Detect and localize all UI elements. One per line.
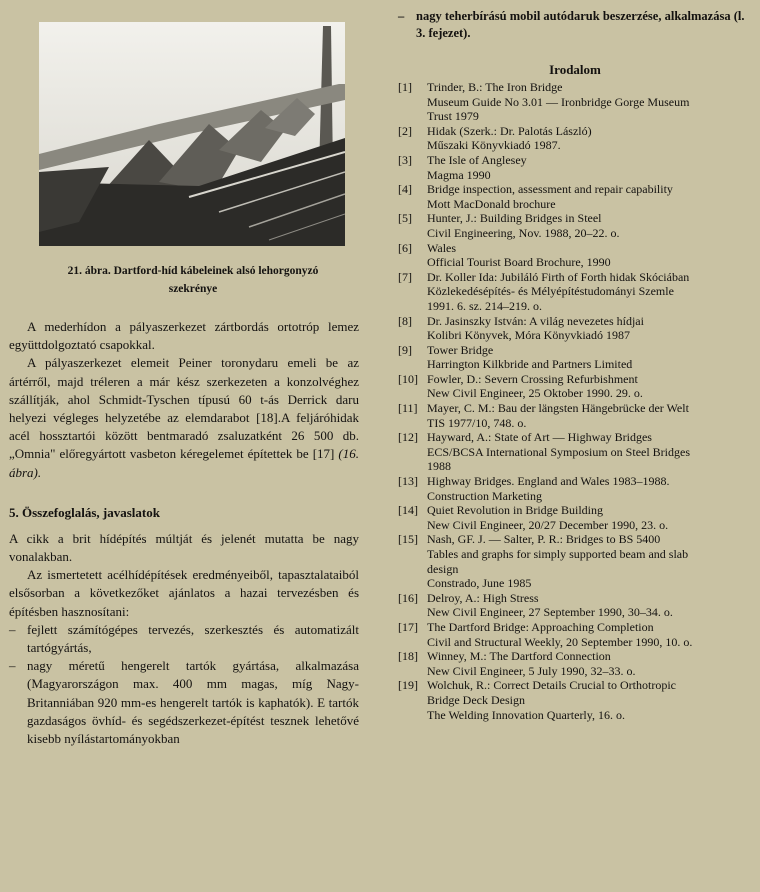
reference-number: [15] <box>398 532 418 547</box>
reference-item <box>398 474 752 503</box>
reference-item <box>398 430 752 474</box>
reference-line: Constrado, June 1985 <box>427 576 532 591</box>
reference-line: Hayward, A.: State of Art — Highway Bridges <box>427 430 652 445</box>
list-item-text: fejlett számítógépes tervezés, szerkesztés és automatizált tartógyártás, <box>27 621 359 656</box>
references-heading: Irodalom <box>549 62 601 77</box>
reference-item <box>398 211 752 240</box>
reference-text <box>427 401 752 430</box>
reference-text <box>427 372 752 401</box>
section-heading: 5. Összefoglalás, javaslatok <box>9 504 160 520</box>
reference-item <box>398 532 752 590</box>
reference-line: The Welding Innovation Quarterly, 16. o. <box>427 707 625 722</box>
dash-marker: – <box>398 9 405 23</box>
reference-number: [13] <box>398 474 418 489</box>
figure-reference: (16. ábra). <box>9 446 359 480</box>
reference-line: Civil and Structural Weekly, 20 September 1990, 10. o. <box>427 634 693 649</box>
reference-number: [19] <box>398 678 418 693</box>
reference-number: [1] <box>398 80 412 94</box>
reference-item <box>398 649 752 678</box>
reference-item <box>398 343 752 372</box>
reference-item <box>398 372 752 401</box>
reference-item <box>398 124 752 153</box>
reference-text <box>427 591 752 620</box>
reference-text <box>427 503 752 532</box>
reference-item <box>398 182 752 211</box>
reference-line: The Dartford Bridge: Approaching Completion <box>427 619 654 634</box>
reference-line: Mayer, C. M.: Bau der längsten Hängebrücke der Welt <box>427 401 689 416</box>
reference-line: Wolchuk, R.: Correct Details Crucial to Orthotropic <box>427 678 676 693</box>
paragraph: Az ismertetett acélhídépítések eredményeiből, tapasztalataiból elsősorban a következőket ajánlatos a hazai tervezésben és építésben hasznosítani: <box>9 567 359 619</box>
reference-line: Official Tourist Board Brochure, 1990 <box>427 255 611 270</box>
reference-number: [16] <box>398 590 418 605</box>
dash-marker: – <box>9 658 16 674</box>
caption-line-1: 21. ábra. Dartford-híd kábeleinek alsó lehorgonyzó <box>67 265 319 277</box>
list-item <box>9 657 359 748</box>
figure-21-photo <box>39 22 345 246</box>
reference-item <box>398 241 752 270</box>
reference-text <box>427 678 752 722</box>
reference-list <box>398 80 752 722</box>
list-item <box>9 621 359 657</box>
reference-text <box>427 80 752 124</box>
reference-line: Hidak (Szerk.: Dr. Palotás László) <box>427 123 592 138</box>
paragraph <box>9 354 359 481</box>
reference-number: [4] <box>398 182 412 197</box>
reference-line: ECS/BCSA International Symposium on Steel Bridges <box>427 444 691 459</box>
reference-text <box>427 124 752 153</box>
reference-line: TIS 1977/10, 748. o. <box>427 415 527 430</box>
reference-line: Műszaki Könyvkiadó 1987. <box>427 138 561 153</box>
reference-line: Delroy, A.: High Stress <box>427 590 539 605</box>
reference-line: Museum Guide No 3.01 — Ironbridge Gorge Museum <box>427 94 690 109</box>
reference-line: Highway Bridges. England and Wales 1983–1988. <box>427 474 670 489</box>
reference-line: 1988 <box>427 459 451 474</box>
reference-text <box>427 343 752 372</box>
reference-text <box>427 430 752 474</box>
reference-line: New Civil Engineer, 5 July 1990, 32–33. o. <box>427 663 636 678</box>
reference-line: Construction Marketing <box>427 488 542 503</box>
reference-line: New Civil Engineer, 27 September 1990, 30–34. o. <box>427 605 673 620</box>
reference-text <box>427 182 752 211</box>
reference-line: New Civil Engineer, 20/27 December 1990, 23. o. <box>427 517 669 532</box>
list-item-text: nagy méretű hengerelt tartók gyártása, alkalmazása (Magyarországon max. 400 mm magas, míg Nagy-Britanniában 920 mm-es hengerelt tartók is kaphatók). E tartók gazdaságos övhíd- és segédszerkezet-építést tesznek lehetővé kisebb nyílástartományokban <box>27 658 359 747</box>
reference-line: Tower Bridge <box>427 342 494 357</box>
reference-line: Mott MacDonald brochure <box>427 196 556 211</box>
reference-line: Wales <box>427 240 457 255</box>
reference-text <box>427 270 752 314</box>
reference-line: Quiet Revolution in Bridge Building <box>427 503 603 518</box>
list-item <box>398 8 752 42</box>
body-text <box>9 318 359 748</box>
reference-line: Civil Engineering, Nov. 1988, 20–22. o. <box>427 225 620 240</box>
dartford-anchor-photo <box>39 22 345 246</box>
reference-line: Bridge Deck Design <box>427 692 525 707</box>
reference-item <box>398 591 752 620</box>
reference-line: design <box>427 561 459 576</box>
paragraph-text: A pályaszerkezet elemeit Peiner toronydaru emeli be az ártérről, majd tréleren a már kész szerkezeten a konzolvéghez szállítják, ahol Schmidt-Tyschen típusú 60 t-ás Derrick daru helyezi végleges helyzetébe az elemdarabot [18].A feljáróhidak acél hossztartói között bentmaradó zsaluzatként 26 500 db. „Omnia" előregyártott vasbeton kéregelemet építettek be [17] <box>9 355 359 462</box>
reference-number: [9] <box>398 342 412 357</box>
reference-item <box>398 678 752 722</box>
reference-item <box>398 620 752 649</box>
reference-number: [10] <box>398 371 418 386</box>
reference-number: [8] <box>398 313 412 328</box>
reference-line: Közlekedésépítés- és Mélyépítéstudományi Szemle <box>427 284 674 299</box>
list-item-text: nagy teherbírású mobil autódaruk beszerzése, alkalmazása (l. 3. fejezet). <box>416 9 745 40</box>
reference-line: New Civil Engineer, 25 Oktober 1990. 29. o. <box>427 386 643 401</box>
reference-line: 1991. 6. sz. 214–219. o. <box>427 298 542 313</box>
reference-item <box>398 270 752 314</box>
reference-item <box>398 401 752 430</box>
reference-number: [18] <box>398 649 418 664</box>
reference-line: Winney, M.: The Dartford Connection <box>427 649 611 664</box>
reference-number: [7] <box>398 269 412 284</box>
reference-text <box>427 153 752 182</box>
reference-number: [11] <box>398 401 418 416</box>
reference-text <box>427 532 752 590</box>
reference-number: [5] <box>398 211 412 226</box>
reference-line: Kolibri Könyvek, Móra Könyvkiadó 1987 <box>427 328 630 343</box>
reference-text <box>427 649 752 678</box>
reference-line: The Isle of Anglesey <box>427 152 527 167</box>
paragraph: A cikk a brit hídépítés múltját és jelenét mutatta be nagy vonalakban. <box>9 530 359 565</box>
reference-line: Magma 1990 <box>427 167 491 182</box>
reference-number: [6] <box>398 240 412 255</box>
reference-number: [2] <box>398 123 412 138</box>
reference-line: Trinder, B.: The Iron Bridge <box>427 80 563 94</box>
figure-caption <box>33 262 353 298</box>
paragraph: A mederhídon a pályaszerkezet zártbordás ortotróp lemez együttdolgoztató csapokkal. <box>9 319 359 353</box>
reference-number: [17] <box>398 619 418 634</box>
reference-line: Fowler, D.: Severn Crossing Refurbishment <box>427 371 638 386</box>
dash-marker: – <box>9 621 16 637</box>
reference-line: Tables and graphs for simply supported beam and slab <box>427 547 689 561</box>
reference-number: [3] <box>398 152 412 167</box>
reference-line: Dr. Koller Ida: Jubiláló Firth of Forth hidak Skóciában <box>427 269 690 284</box>
reference-number: [14] <box>398 503 418 518</box>
reference-line: Hunter, J.: Building Bridges in Steel <box>427 211 602 226</box>
reference-text <box>427 620 752 649</box>
reference-text <box>427 474 752 503</box>
reference-item <box>398 314 752 343</box>
caption-line-2: szekrénye <box>168 283 218 295</box>
reference-line: Bridge inspection, assessment and repair capability <box>427 182 673 197</box>
reference-line: Trust 1979 <box>427 109 479 124</box>
reference-text <box>427 241 752 270</box>
reference-item <box>398 503 752 532</box>
reference-item <box>398 80 752 124</box>
reference-text <box>427 314 752 343</box>
reference-text <box>427 211 752 240</box>
reference-line: Nash, GF. J. — Salter, P. R.: Bridges to BS 5400 <box>427 532 661 547</box>
reference-item <box>398 153 752 182</box>
reference-number: [12] <box>398 430 418 445</box>
reference-line: Harrington Kilkbride and Partners Limited <box>427 357 633 372</box>
reference-line: Dr. Jasinszky István: A világ nevezetes hídjai <box>427 313 644 328</box>
